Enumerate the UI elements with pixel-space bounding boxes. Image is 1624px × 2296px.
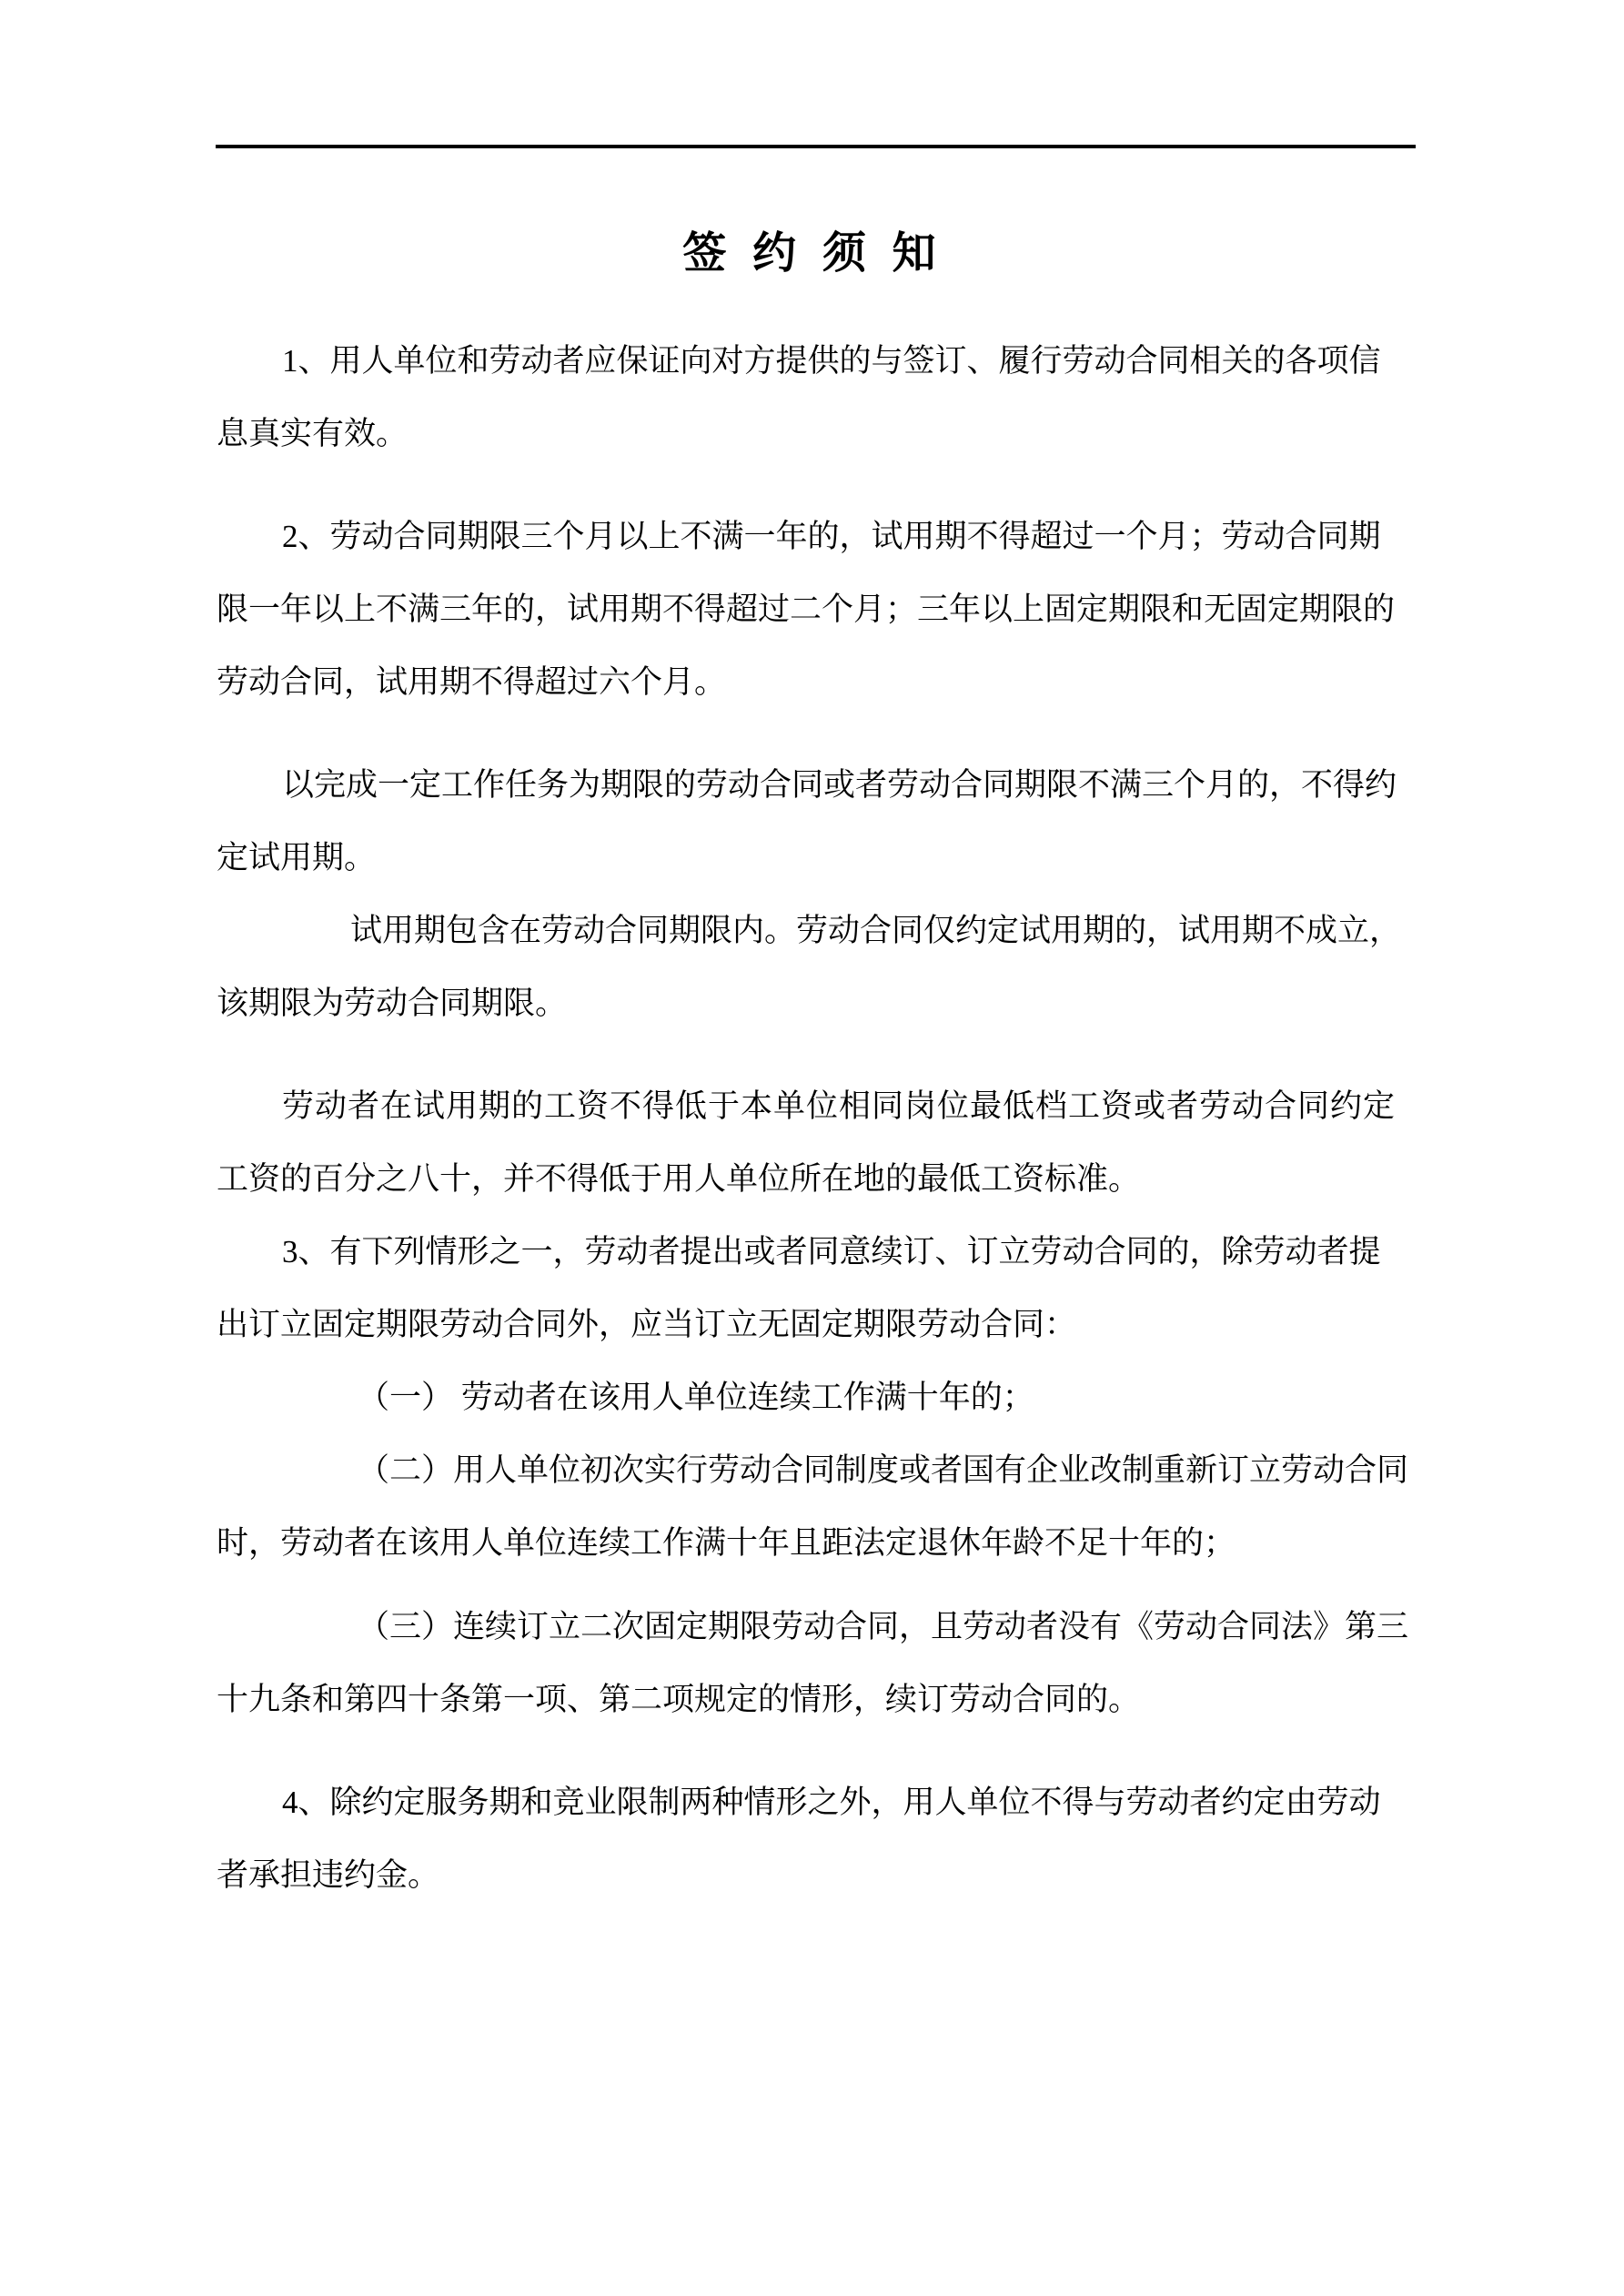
- text-line: （三）连续订立二次固定期限劳动合同，且劳动者没有《劳动合同法》第三: [358, 1609, 1409, 1644]
- subitem-2: [217, 1434, 1411, 1580]
- paragraph-5: [217, 1070, 1411, 1216]
- text-line: （一） 劳动者在该用人单位连续工作满十年的；: [358, 1380, 1034, 1415]
- text-line: 劳动合同，试用期不得超过六个月。: [217, 664, 727, 700]
- header-rule: [216, 145, 1416, 148]
- subitem-3: [217, 1591, 1411, 1736]
- text-line: 时，劳动者在该用人单位连续工作满十年且距法定退休年龄不足十年的；: [217, 1525, 1236, 1561]
- text-line: 4、除约定服务期和竞业限制两种情形之外，用人单位不得与劳动者约定由劳动: [282, 1785, 1381, 1820]
- text-line: 2、劳动合同期限三个月以上不满一年的，试用期不得超过一个月；劳动合同期: [282, 519, 1381, 554]
- page-title: 签 约 须 知: [682, 228, 942, 278]
- text-line: 工资的百分之八十，并不得低于用人单位所在地的最低工资标准。: [217, 1161, 1141, 1197]
- text-line: 劳动者在试用期的工资不得低于本单位相同岗位最低档工资或者劳动合同约定: [282, 1088, 1397, 1124]
- text-line: 十九条和第四十条第一项、第二项规定的情形，续订劳动合同的。: [217, 1682, 1141, 1717]
- text-line: 限一年以上不满三年的，试用期不得超过二个月；三年以上固定期限和无固定期限的: [217, 592, 1396, 627]
- paragraph-4: [217, 895, 1411, 1040]
- paragraph-3: [217, 749, 1411, 895]
- subitem-1: [217, 1361, 1411, 1434]
- text-line: 1、用人单位和劳动者应保证向对方提供的与签订、履行劳动合同相关的各项信: [282, 343, 1381, 379]
- paragraph-1: [217, 325, 1411, 470]
- paragraph-7: [217, 1766, 1411, 1912]
- text-line: 出订立固定期限劳动合同外，应当订立无固定期限劳动合同：: [217, 1307, 1077, 1342]
- text-line: 该期限为劳动合同期限。: [217, 986, 568, 1021]
- text-line: （二）用人单位初次实行劳动合同制度或者国有企业改制重新订立劳动合同: [358, 1452, 1409, 1488]
- paragraph-6: [217, 1216, 1411, 1361]
- text-line: 试用期包含在劳动合同期限内。劳动合同仅约定试用期的，试用期不成立，: [350, 913, 1402, 948]
- text-line: 以完成一定工作任务为期限的劳动合同或者劳动合同期限不满三个月的，不得约: [282, 767, 1397, 803]
- text-line: 定试用期。: [217, 840, 377, 875]
- text-line: 3、有下列情形之一，劳动者提出或者同意续订、订立劳动合同的，除劳动者提: [282, 1234, 1381, 1269]
- paragraph-2: [217, 501, 1411, 719]
- text-line: 者承担违约金。: [217, 1857, 440, 1893]
- document-body: [217, 325, 1411, 1912]
- text-line: 息真实有效。: [217, 416, 409, 451]
